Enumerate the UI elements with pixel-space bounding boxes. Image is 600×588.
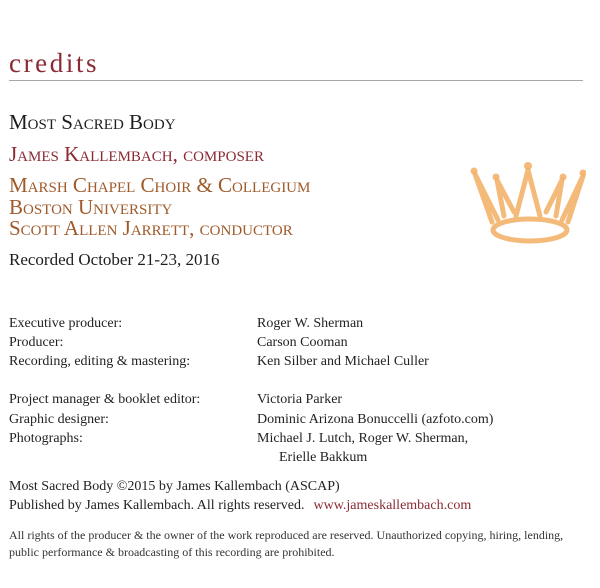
performer-line: Marsh Chapel Choir & Collegium: [9, 173, 311, 197]
website-link[interactable]: www.jameskallembach.com: [313, 498, 472, 513]
credit-name: Victoria Parker: [257, 392, 343, 407]
credit-role: Producer:: [9, 335, 64, 350]
credit-name: Ken Silber and Michael Culler: [257, 354, 429, 369]
credit-name: Michael J. Lutch, Roger W. Sherman,: [257, 431, 469, 446]
heading-divider: [9, 80, 583, 81]
credit-name: Roger W. Sherman: [257, 316, 364, 331]
credit-role: Recording, editing & mastering:: [9, 354, 191, 369]
credit-role: Graphic designer:: [9, 412, 109, 427]
credit-role: Executive producer:: [9, 316, 123, 331]
credit-role: Project manager & booklet editor:: [9, 392, 201, 407]
crown-icon: [470, 150, 586, 250]
credit-name-continued: Erielle Bakkum: [279, 450, 368, 465]
copyright-line: Most Sacred Body ©2015 by James Kallembach (ASCAP): [9, 479, 340, 494]
publisher-line: [9, 499, 471, 513]
composer-line: James Kallembach, composer: [9, 142, 264, 166]
credit-name: Carson Cooman: [257, 335, 348, 350]
legal-notice: All rights of the producer & the owner of the work reproduced are reserved. Unauthorized copying, hiring, lending, public performance & broadcasting of this recording are prohibited.: [9, 528, 564, 559]
credit-name: Dominic Arizona Bonuccelli (azfoto.com): [257, 412, 494, 427]
publisher-text: Published by James Kallembach. All rights reserved.: [9, 498, 305, 513]
album-title: Most Sacred Body: [9, 110, 176, 134]
credit-role: Photographs:: [9, 431, 83, 446]
section-heading: credits: [9, 48, 100, 78]
recording-date: Recorded October 21-23, 2016: [9, 250, 220, 269]
conductor-line: Scott Allen Jarrett, conductor: [9, 216, 293, 240]
performer-line: Boston University: [9, 195, 173, 219]
